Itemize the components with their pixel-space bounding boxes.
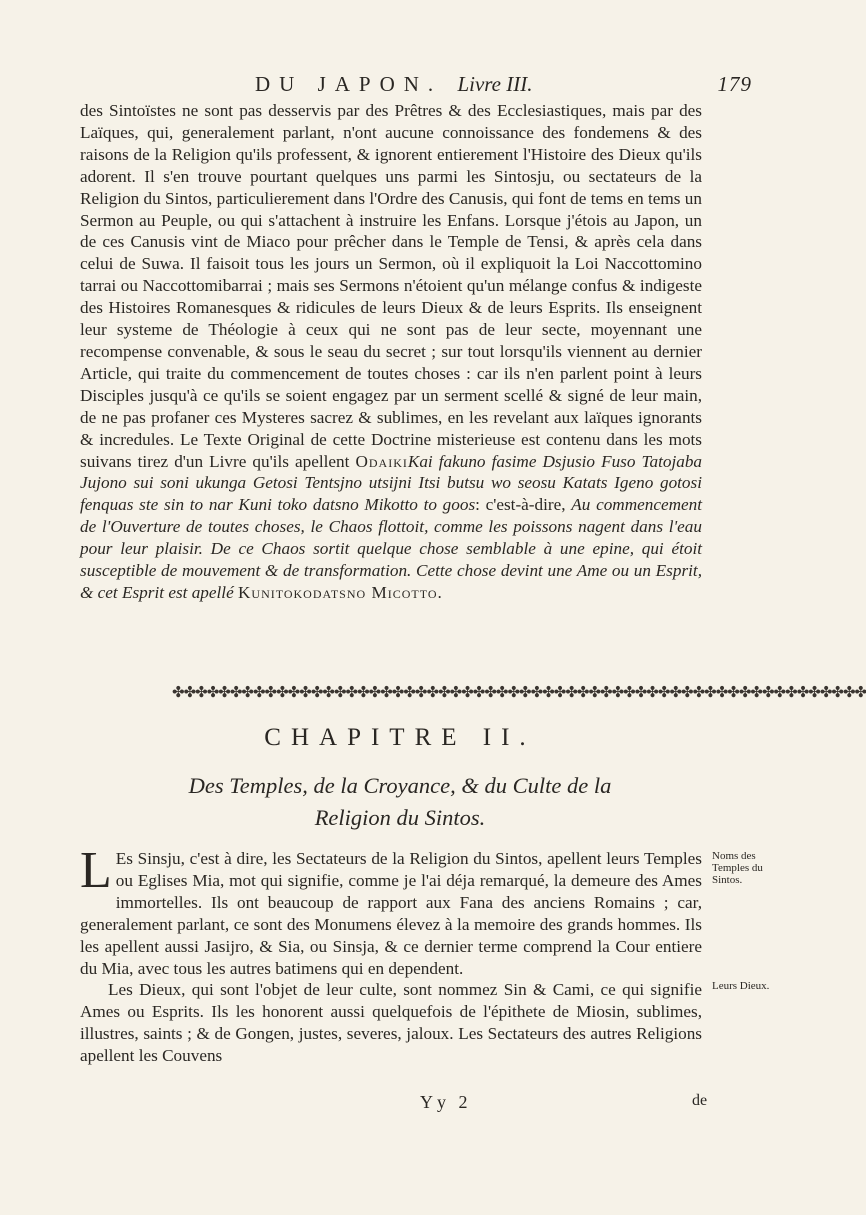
margin-note-temples: Noms des Temples du Sintos. (712, 850, 763, 886)
subtitle-line-1: Des Temples, de la Croyance, & du Culte de la (188, 773, 612, 798)
drop-cap: L (80, 842, 112, 899)
spirit-name: Kunitokodatsno Micotto. (238, 582, 443, 602)
book-name: Odaiki (355, 451, 408, 471)
quote-intro: : c'est-à-dire, (475, 495, 566, 515)
signature-mark: Yy 2 (420, 1092, 472, 1112)
paragraph-odaiki (80, 100, 702, 604)
paragraph-text: des Sintoïstes ne sont pas desservis par des Prêtres & des Ecclesiastiques, mais par des Laïques, qui, generalement parlant, n'ont aucune connoissance des fondemens & des raisons de la Religion qu'ils professent, & ignorent entierement l'Histoire des Dieux qu'ils adorent. Il s'en trouve pourtant quelques uns parmi les Sintosju, ou sectateurs de la Religion du Sintos, particulierement dans l'Ordre des Canusis, qui font de tems en tems un Sermon au Peuple, ou qui s'attachent à instruire les Enfans. Lorsque j'étois au Japon, un de ces Canusis vint de Miaco pour prêcher dans le Temple de Tensi, & après cela dans celui de Suwa. Il faisoit tous les jours un Sermon, où il expliquoit la Loi Naccottomino tarrai ou Naccottomibarrai ; mais ses Sermons n'étoient qu'un mélange confus & indigeste des Histoires Romanesques & ridicules de leurs Dieux & de leurs Esprits. Ils enseignent leur systeme de Théologie à ceux qui ne sont pas de leur secte, moyennant une recompense convenable, & sous le seau du secret ; sur tout lorsqu'ils viennent au dernier Article, qui traite du commencement de toutes choses : car ils n'en parlent point à leurs Disciples jusqu'à ce qu'ils se soient engagez par un serment scellé & signé de leur main, de ne pas profaner ces Mysteres sacrez & sublimes, en les revelant aux laïques ignorants & incredules. Le Texte Original de cette Doctrine misterieuse est contenu dans les mots suivans tirez d'un Livre qu'ils apellent (80, 101, 702, 471)
ornament-rule: ✤✤✤✤✤✤✤✤✤✤✤✤✤✤✤✤✤✤✤✤✤✤✤✤✤✤✤✤✤✤✤✤✤✤✤✤✤✤✤✤✤✤✤✤✤✤✤✤✤✤✤✤✤✤✤✤✤✤✤✤ (172, 685, 866, 701)
chapter-subtitle (0, 770, 800, 834)
running-head (255, 72, 752, 97)
page-number: 179 (717, 72, 752, 96)
book-number: Livre III. (457, 72, 533, 96)
french-quote: Au commencement de l'Ouverture de toutes choses, le Chaos flottoit, comme les poissons nagent dans l'eau pour leur plaisir. De ce Chaos sortit quelque chose semblable à une epine, qui étoit susceptible de mouvement & de transformation. Cette chose devint une Ame ou un Esprit, & cet Esprit est apellé (80, 495, 703, 602)
catchword: de (692, 1092, 708, 1109)
paragraph-temples (80, 842, 702, 1067)
running-title: DU JAPON. (255, 72, 443, 96)
paragraph-dieux: Les Dieux, qui sont l'objet de leur culte, sont nommez Sin & Cami, ce qui signifie Ames ou Esprits. Ils les honorent aussi quelquefois de l'épithete de Miosin, sublimes, illustres, saints ; & de Gongen, justes, severes, jaloux. Les Sectateurs des autres Religions apellent les Couvens (80, 980, 702, 1066)
paragraph-text: Es Sinsju, c'est à dire, les Sectateurs de la Religion du Sintos, apellent leurs Temples ou Eglises Mia, mot qui signifie, comme je l'ai déja remarqué, la demeure des Ames immortelles. Ils ont beaucoup de rapport aux Fana des anciens Romains ; car, generalement parlant, ce sont des Monumens élevez à la memoire des grands hommes. Ils les apellent aussi Jasijro, & Sia, ou Sinsja, & ce dernier terme comprend la Cour entiere du Mia, avec tous les autres batimens qui en dependent. (80, 849, 702, 978)
margin-note-dieux: Leurs Dieux. (712, 980, 770, 992)
chapter-heading: CHAPITRE II. (264, 724, 536, 751)
japanese-quote: Kai fakuno fasime Dsjusio Fuso Tatojaba Jujono sui soni ukunga Getosi Tentsjno utsijni Itsi butsu wo seosu Katats Igeno gotosi fenquas ste sin to nar Kuni toko datsno Mikotto to goos (80, 451, 703, 515)
subtitle-line-2: Religion du Sintos. (314, 805, 486, 830)
